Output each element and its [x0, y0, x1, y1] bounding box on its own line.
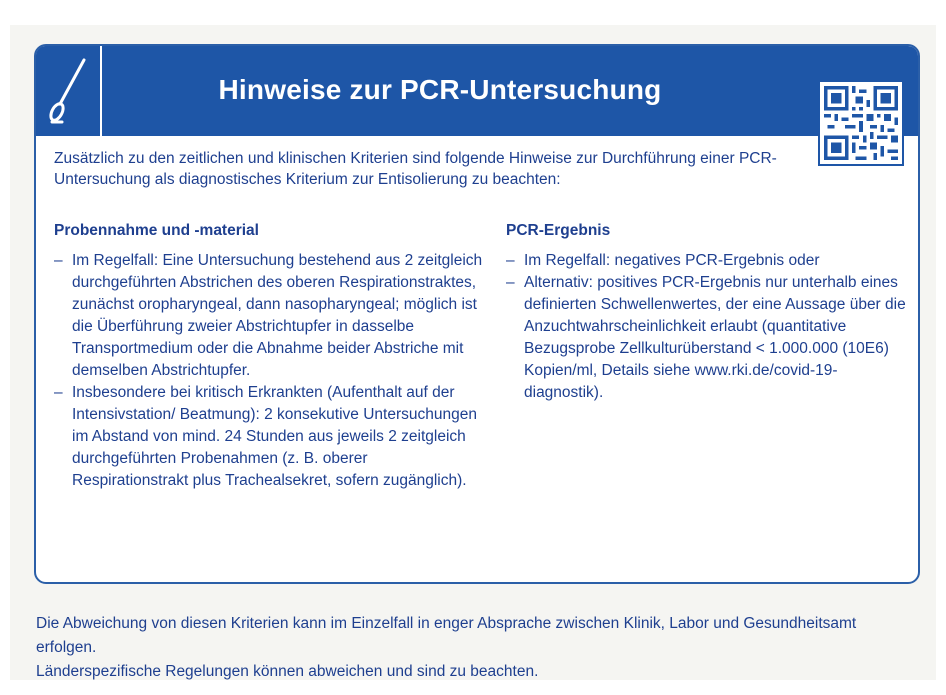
- list-item: [506, 272, 906, 404]
- bullet-dash: –: [506, 252, 515, 269]
- sampling-column: [54, 220, 484, 492]
- list-item-text: Im Regelfall: negatives PCR-Ergebnis oder: [524, 252, 820, 269]
- list-item-text: Im Regelfall: Eine Untersuchung bestehend aus 2 zeitgleich durchgeführten Abstrichen des oberen Respirationstraktes, zunächst oropharyngeal, dann nasopharyngeal; möglich ist die Überführung zweier Abstrichtupfer in dasselbe Transportmedium oder die Abnahme beider Abstriche mit demselben Abstrichtupfer.: [72, 252, 483, 379]
- bullet-dash: –: [54, 252, 63, 269]
- sampling-heading: Probennahme und -material: [54, 222, 259, 239]
- pcr-result-column: [506, 220, 906, 404]
- bullet-dash: –: [54, 384, 63, 401]
- info-card: [34, 44, 920, 584]
- footer-line-1: Die Abweichung von diesen Kriterien kann im Einzelfall in enger Absprache zwischen Klinik, Labor und Gesundheitsamt erfolgen.: [36, 615, 857, 656]
- pcr-result-heading: PCR-Ergebnis: [506, 222, 611, 239]
- intro-text: Zusätzlich zu den zeitlichen und klinischen Kriterien sind folgende Hinweise zur Durchführung einer PCR-Untersuchung als diagnostisches Kriterium zur Entisolierung zu beachten:: [54, 150, 777, 188]
- list-item: [506, 250, 906, 272]
- list-item-text: Alternativ: positives PCR-Ergebnis nur unterhalb eines definierten Schwellenwertes, der eine Aussage über die Anzuchtwahrscheinlichkeit erlaubt (quantitative Bezugsprobe Zellkulturüberstand < 1.000.000 (10E6) Kopien/ml, Details siehe www.rki.de/covid-19-diagnostik).: [524, 274, 906, 401]
- swab-icon: [36, 46, 102, 136]
- card-title: Hinweise zur PCR-Untersuchung: [218, 74, 662, 105]
- list-item: [54, 382, 484, 492]
- list-item-text: Insbesondere bei kritisch Erkrankten (Aufenthalt auf der Intensivstation/ Beatmung): 2 konsekutive Untersuchungen im Abstand von mind. 24 Stunden aus jeweils 2 zeitgleich durchgeführten Probenahmen (z. B. oberer Respirationstrakt plus Trachealsekret, sofern zugänglich).: [72, 384, 477, 489]
- footer-line-2: Länderspezifische Regelungen können abweichen und sind zu beachten.: [36, 663, 539, 680]
- footer-note: [36, 612, 916, 684]
- bullet-dash: –: [506, 274, 515, 291]
- qr-code-icon[interactable]: [818, 80, 904, 166]
- list-item: [54, 250, 484, 382]
